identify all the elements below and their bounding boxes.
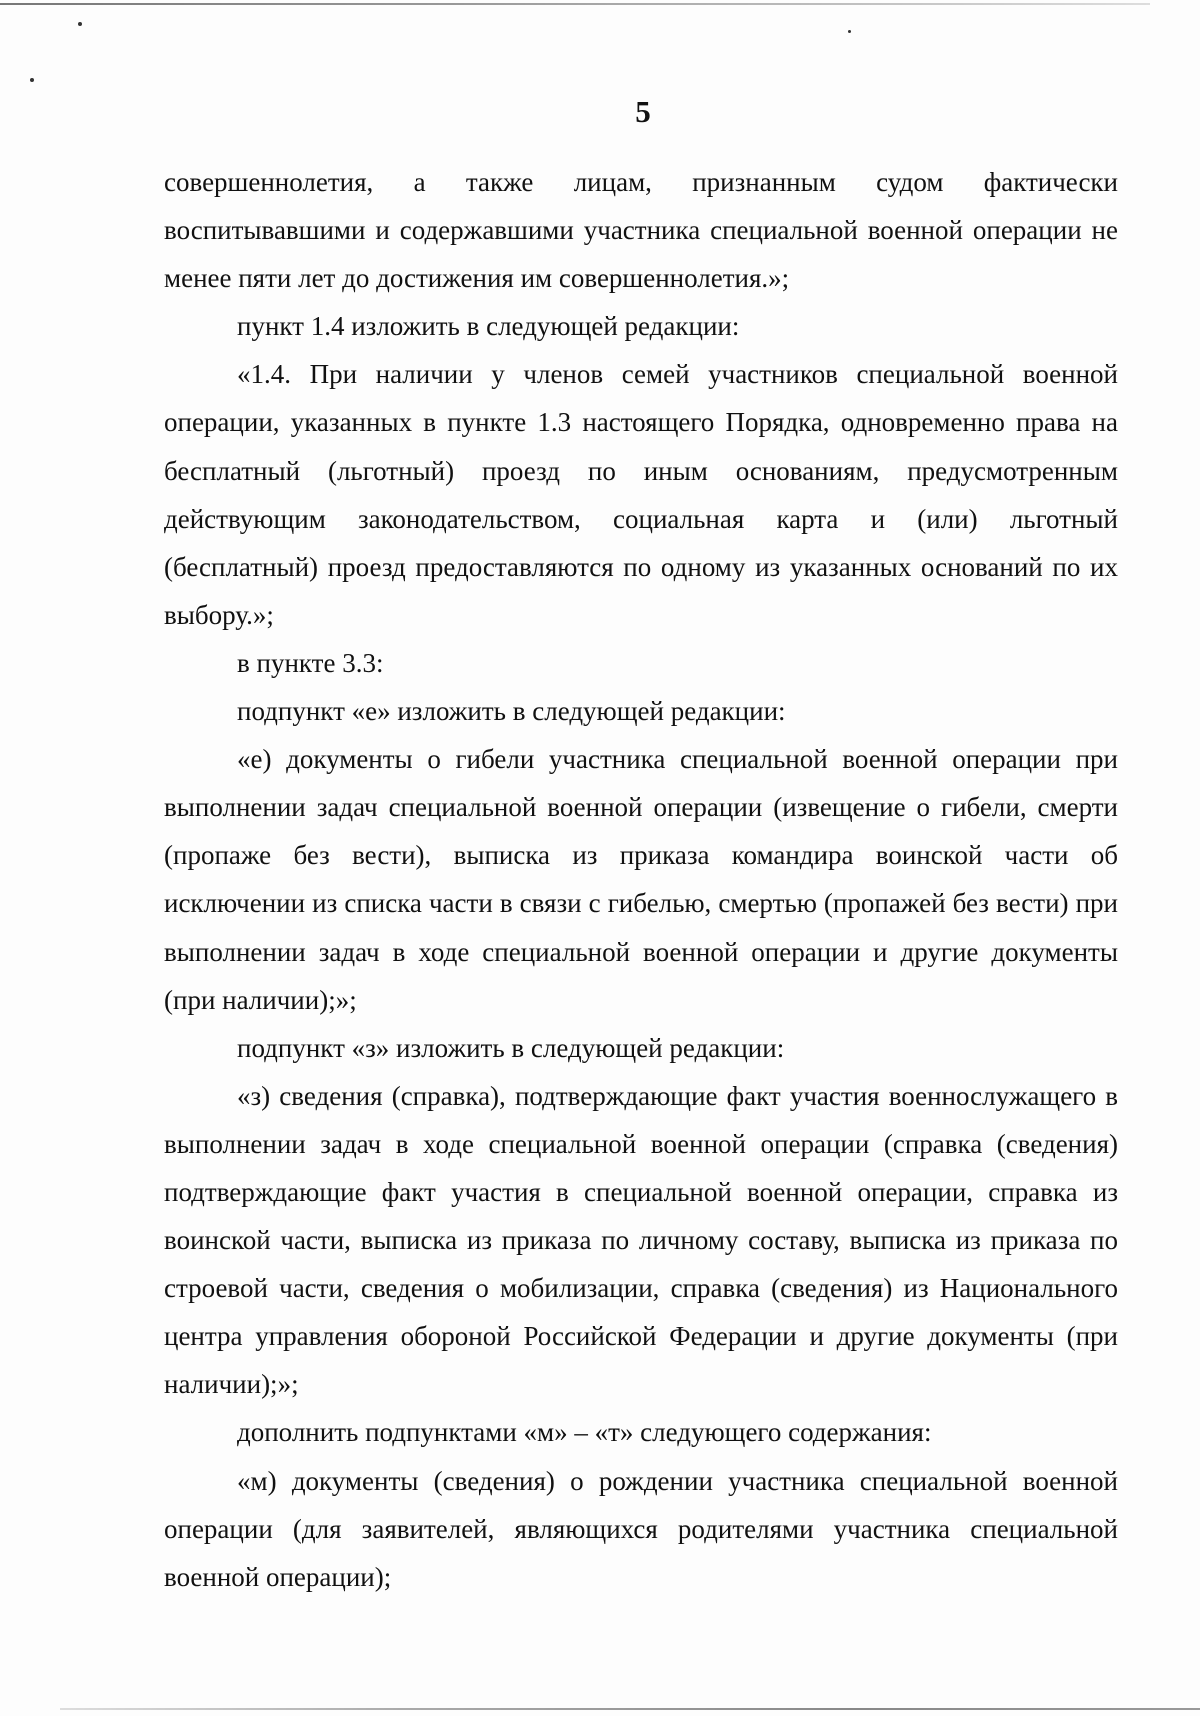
paragraph: «м) документы (сведения) о рождении участника специальной военной операции (для заявителей, являющихся родителями участника специальной военной операции); (164, 1465, 1118, 1592)
scan-speck (848, 30, 851, 33)
paragraph: подпункт «е» изложить в следующей редакции: (237, 696, 786, 727)
paragraph: пункт 1.4 изложить в следующей редакции: (237, 311, 740, 342)
paragraph: совершеннолетия, а также лицам, признанным судом фактически воспитывавшими и содержавшими участника специальной военной операции не менее пяти лет до достижения им совершеннолетия.»; (164, 167, 1118, 294)
paragraph: дополнить подпунктами «м» – «т» следующего содержания: (237, 1417, 932, 1448)
scan-edge-top (0, 3, 1150, 5)
paragraph: «з) сведения (справка), подтверждающие факт участия военнослужащего в выполнении задач в ходе специальной военной операции (справка (сведения) подтверждающие факт участия в специальной военной операции, справка из воинской части, выписка из приказа по личному составу, выписка из приказа по строевой части, сведения о мобилизации, справка (сведения) из Национального центра управления обороной Российской Федерации и другие документы (при наличии);»; (164, 1080, 1118, 1400)
scan-speck (30, 78, 34, 82)
document-body (164, 158, 1118, 1601)
paragraph: в пункте 3.3: (237, 647, 384, 678)
paragraph: «е) документы о гибели участника специальной военной операции при выполнении задач специальной военной операции (извещение о гибели, смерти (пропаже без вести), выписка из приказа командира воинской части об исключении из списка части в связи с гибелью, смертью (пропажей без вести) при выполнении задач в ходе специальной военной операции и другие документы (при наличии);»; (164, 744, 1118, 1015)
paragraph: «1.4. При наличии у членов семей участников специальной военной операции, указанных в пункте 1.3 настоящего Порядка, одновременно права на бесплатный (льготный) проезд по иным основаниям, предусмотренным действующим законодательством, социальная карта и (или) льготный (бесплатный) проезд предоставляются по одному из указанных оснований по их выбору.»; (164, 359, 1118, 630)
paragraph: подпункт «з» изложить в следующей редакции: (237, 1032, 785, 1063)
scan-edge-bottom (60, 1708, 1200, 1710)
page-number: 5 (635, 94, 651, 129)
scan-speck (78, 22, 82, 26)
